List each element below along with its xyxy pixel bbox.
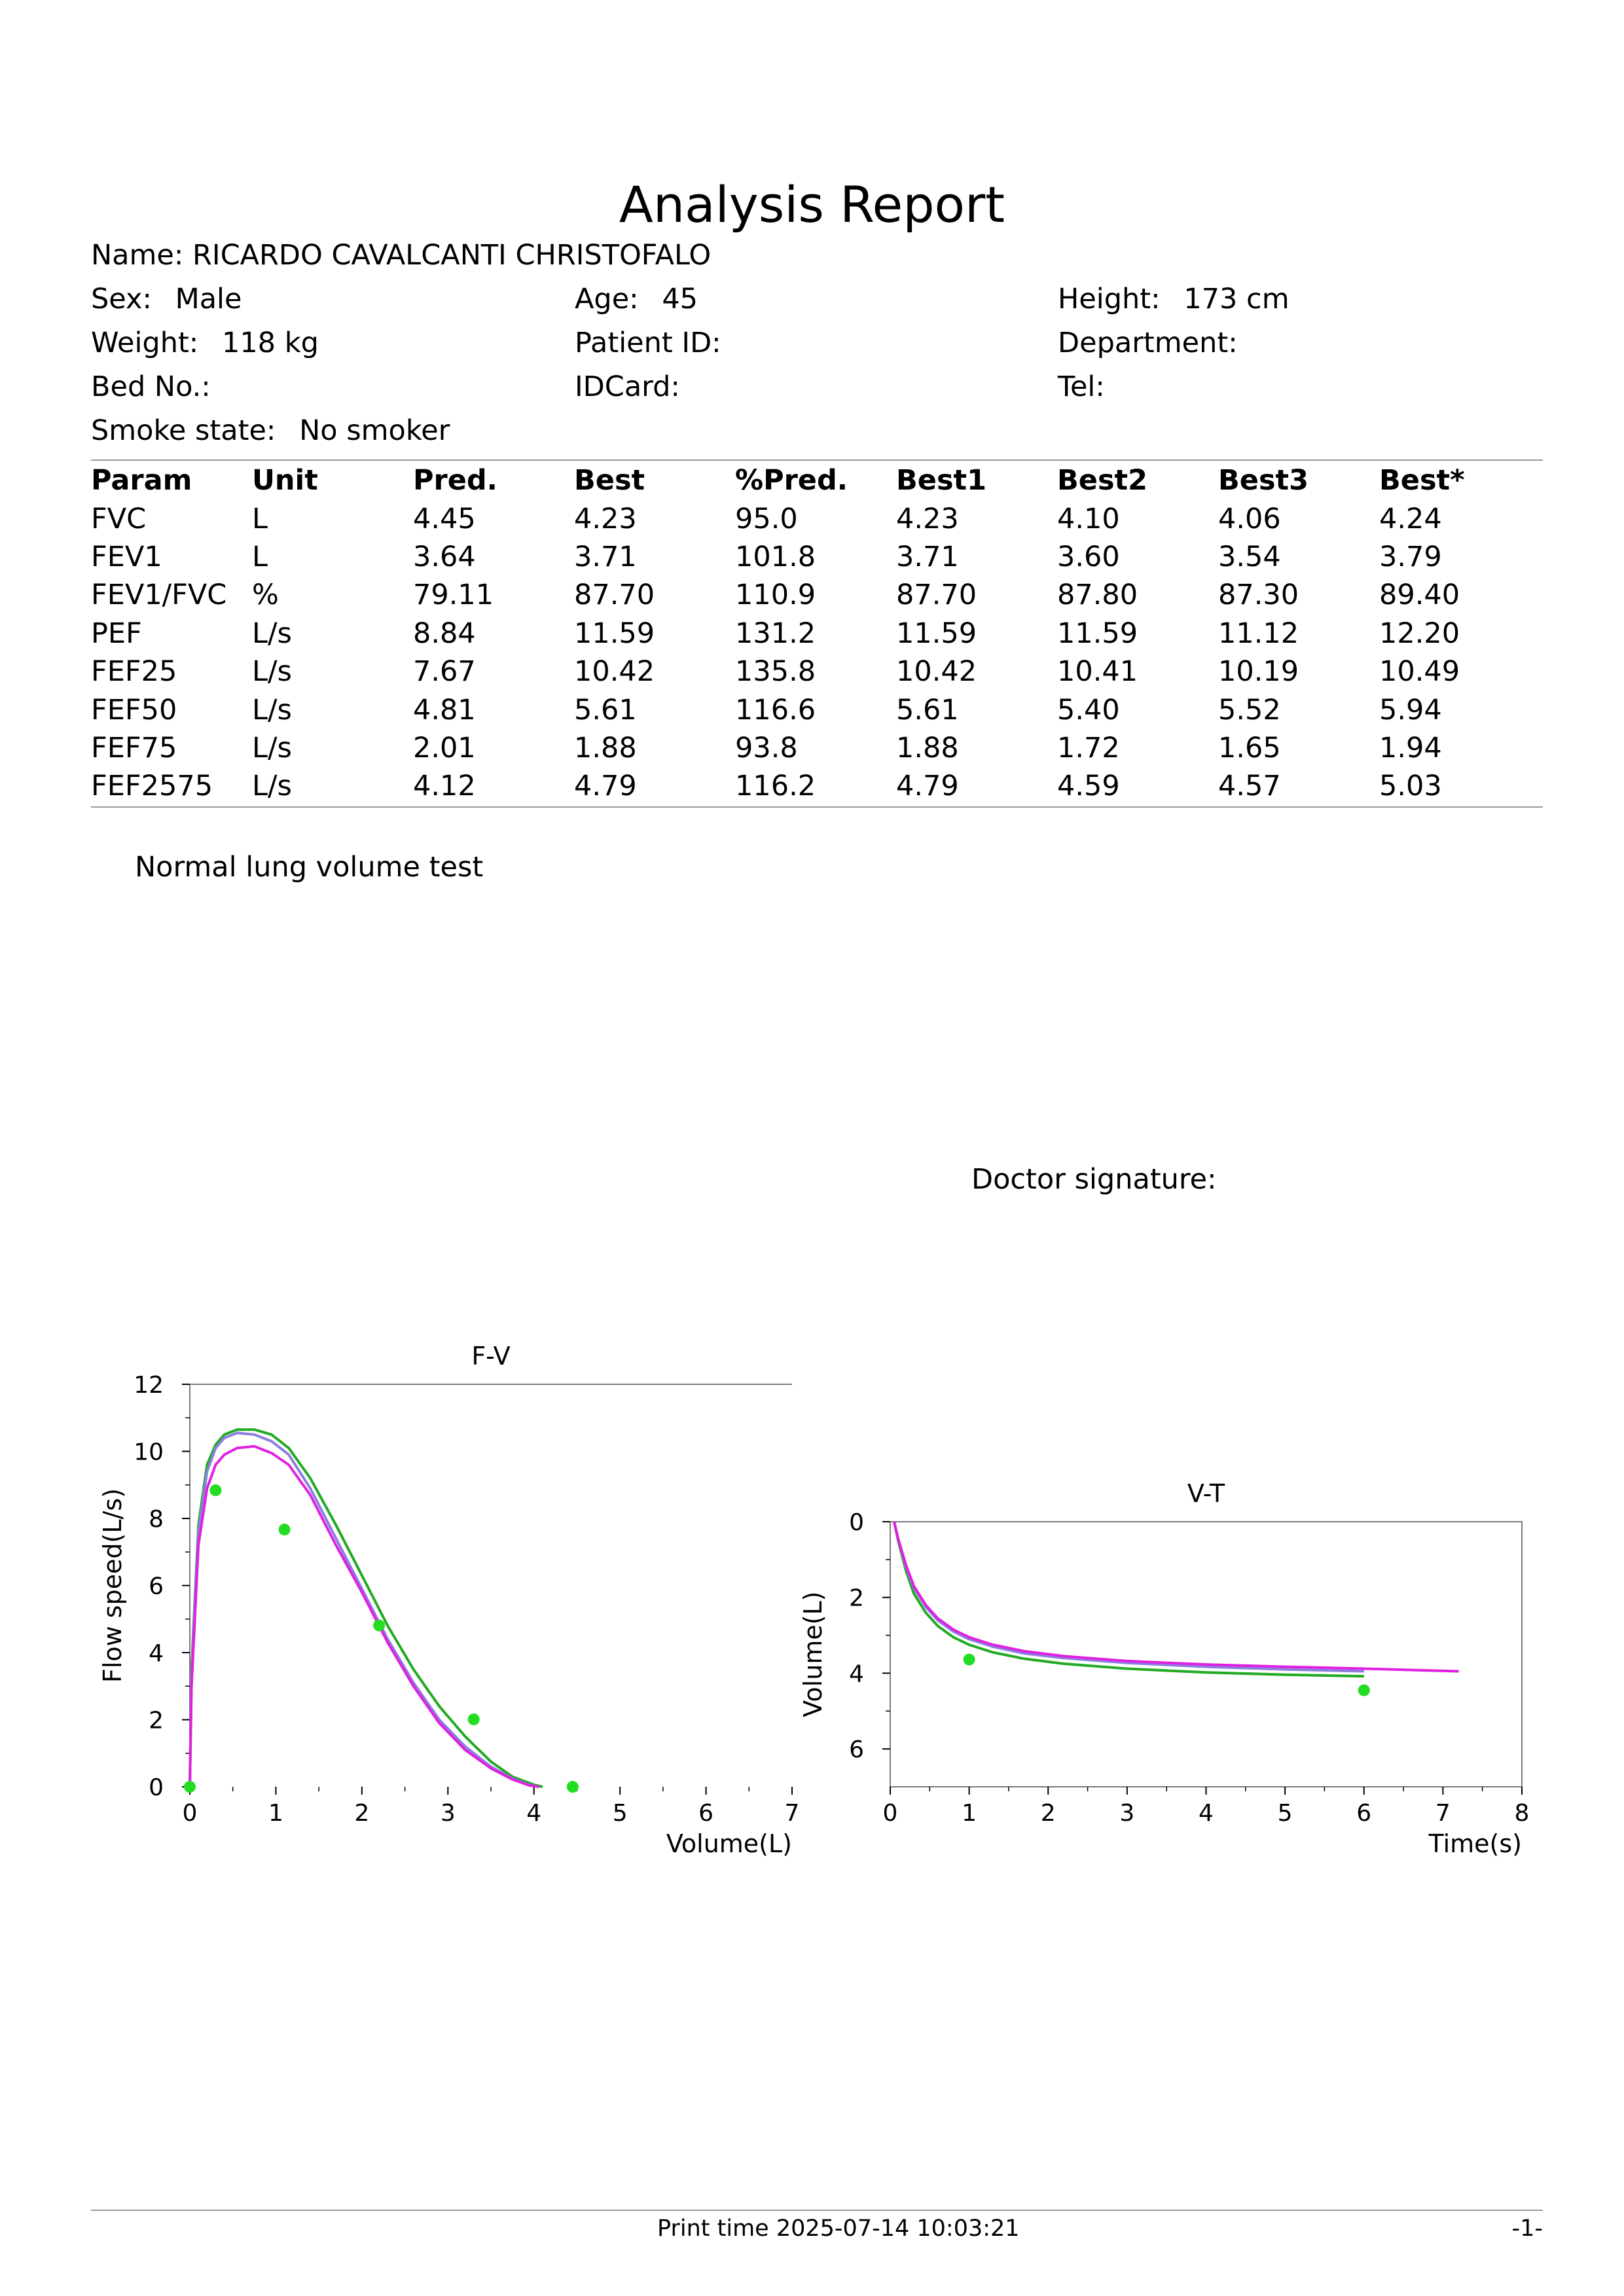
cell-best-star: 5.94: [1379, 693, 1442, 726]
sex-field: [91, 283, 242, 315]
cell-best: 4.23: [574, 502, 637, 535]
x-tick-label: 1: [268, 1800, 283, 1827]
cell-best1: 5.61: [896, 693, 959, 726]
predicted-point: [1358, 1684, 1370, 1696]
cell-pct-pred: 93.8: [735, 731, 798, 764]
cell-best: 5.61: [574, 693, 637, 726]
height-value: 173 cm: [1183, 283, 1290, 315]
report-title: Analysis Report: [619, 175, 1005, 234]
cell-param: FEF25: [91, 655, 177, 689]
cell-best-star: 12.20: [1379, 617, 1460, 650]
cell-pred: 4.45: [413, 502, 476, 535]
cell-param: PEF: [91, 617, 142, 650]
weight-label: Weight:: [91, 327, 199, 359]
sex-label: Sex:: [91, 283, 152, 315]
cell-best-star: 1.94: [1379, 731, 1442, 764]
parameter-table: [91, 461, 1540, 806]
idcard-field: [575, 370, 680, 403]
header-best2: Best2: [1057, 464, 1148, 497]
cell-best3: 87.30: [1218, 579, 1299, 612]
height-label: Height:: [1058, 283, 1161, 315]
cell-best3: 3.54: [1218, 540, 1281, 573]
conclusion-text: Normal lung volume test: [135, 851, 484, 884]
cell-best2: 5.40: [1057, 693, 1120, 726]
y-tick-label: 4: [849, 1660, 864, 1688]
weight-field: [91, 327, 319, 359]
cell-pred: 79.11: [413, 579, 494, 612]
cell-best: 1.88: [574, 731, 637, 764]
cell-best2: 1.72: [1057, 731, 1120, 764]
cell-best3: 4.57: [1218, 770, 1281, 803]
cell-pred: 8.84: [413, 617, 476, 650]
cell-pct-pred: 101.8: [735, 540, 816, 573]
y-tick-label: 8: [149, 1506, 164, 1533]
cell-best1: 1.88: [896, 731, 959, 764]
cell-best3: 1.65: [1218, 731, 1281, 764]
cell-pct-pred: 116.2: [735, 770, 816, 803]
smoke-label: Smoke state:: [91, 414, 276, 447]
cell-pred: 7.67: [413, 655, 476, 689]
sex-value: Male: [175, 283, 242, 315]
smoke-value: No smoker: [299, 414, 450, 447]
age-label: Age:: [575, 283, 639, 315]
x-axis-label: Time(s): [1428, 1829, 1522, 1858]
print-time: Print time 2025-07-14 10:03:21: [657, 2215, 1020, 2242]
cell-best2: 10.41: [1057, 655, 1138, 689]
name-label: Name:: [91, 239, 184, 272]
footer-rule: [91, 2210, 1543, 2211]
cell-pct-pred: 95.0: [735, 502, 798, 535]
cell-param: FEF50: [91, 693, 177, 726]
cell-best3: 10.19: [1218, 655, 1299, 689]
x-tick-label: 2: [1040, 1800, 1056, 1827]
x-tick-label: 3: [1119, 1800, 1135, 1827]
cell-pct-pred: 116.6: [735, 693, 816, 726]
cell-pred: 4.12: [413, 770, 476, 803]
cell-best-star: 4.24: [1379, 502, 1442, 535]
volume-time-chart: [799, 1456, 1551, 1872]
x-tick-label: 7: [784, 1800, 800, 1827]
height-field: [1058, 283, 1290, 315]
predicted-point: [209, 1484, 221, 1496]
header-pct-pred: %Pred.: [735, 464, 848, 497]
table-row: [91, 729, 1540, 767]
bed-label: Bed No.:: [91, 370, 211, 403]
table-body: [91, 499, 1540, 805]
chart-title: V-T: [1187, 1479, 1225, 1508]
cell-best2: 87.80: [1057, 579, 1138, 612]
x-tick-label: 4: [526, 1800, 542, 1827]
y-axis-label: Volume(L): [799, 1591, 827, 1717]
x-tick-label: 4: [1199, 1800, 1214, 1827]
cell-best-star: 3.79: [1379, 540, 1442, 573]
name-value: RICARDO CAVALCANTI CHRISTOFALO: [192, 239, 712, 272]
cell-pct-pred: 110.9: [735, 579, 816, 612]
header-param: Param: [91, 464, 192, 497]
cell-best2: 4.59: [1057, 770, 1120, 803]
cell-best3: 11.12: [1218, 617, 1299, 650]
table-header-row: [91, 461, 1540, 499]
plot-frame: [190, 1384, 792, 1787]
x-tick-label: 2: [354, 1800, 370, 1827]
tel-label: Tel:: [1058, 370, 1105, 403]
cell-best1: 4.23: [896, 502, 959, 535]
cell-pred: 2.01: [413, 731, 476, 764]
header-unit: Unit: [252, 464, 318, 497]
patient-id-field: [575, 327, 721, 359]
tel-field: [1058, 370, 1105, 403]
cell-param: FEF2575: [91, 770, 213, 803]
table-row: [91, 576, 1540, 614]
cell-best1: 87.70: [896, 579, 977, 612]
predicted-point: [468, 1713, 480, 1725]
cell-unit: %: [252, 579, 279, 612]
x-tick-label: 3: [440, 1800, 456, 1827]
y-tick-label: 2: [849, 1585, 864, 1612]
y-tick-label: 4: [149, 1640, 164, 1667]
table-row: [91, 691, 1540, 728]
x-tick-label: 6: [698, 1800, 714, 1827]
cell-param: FEF75: [91, 731, 177, 764]
cell-unit: L/s: [252, 731, 292, 764]
predicted-point: [279, 1524, 291, 1535]
series-line: [190, 1446, 539, 1787]
header-best1: Best1: [896, 464, 987, 497]
age-value: 45: [662, 283, 698, 315]
table-top-rule: [91, 459, 1543, 461]
y-tick-label: 0: [149, 1774, 164, 1801]
cell-pct-pred: 135.8: [735, 655, 816, 689]
page-number: -1-: [1511, 2215, 1543, 2242]
table-row: [91, 538, 1540, 576]
cell-best2: 4.10: [1057, 502, 1120, 535]
series-line: [894, 1522, 1364, 1676]
cell-best2: 3.60: [1057, 540, 1120, 573]
patient-id-label: Patient ID:: [575, 327, 721, 359]
plot-frame: [890, 1522, 1522, 1787]
cell-best1: 11.59: [896, 617, 977, 650]
cell-best1: 4.79: [896, 770, 959, 803]
cell-best-star: 89.40: [1379, 579, 1460, 612]
header-best: Best: [574, 464, 645, 497]
cell-pred: 4.81: [413, 693, 476, 726]
idcard-label: IDCard:: [575, 370, 680, 403]
cell-best-star: 10.49: [1379, 655, 1460, 689]
cell-unit: L: [252, 502, 268, 535]
doctor-signature-label: Doctor signature:: [971, 1163, 1217, 1196]
x-tick-label: 0: [882, 1800, 898, 1827]
predicted-point: [964, 1654, 975, 1666]
x-tick-label: 7: [1435, 1800, 1451, 1827]
cell-best-star: 5.03: [1379, 770, 1442, 803]
series-line: [190, 1429, 543, 1787]
cell-best2: 11.59: [1057, 617, 1138, 650]
table-row: [91, 767, 1540, 805]
name-field: [91, 239, 711, 272]
x-tick-label: 0: [182, 1800, 198, 1827]
cell-unit: L/s: [252, 693, 292, 726]
cell-param: FEV1/FVC: [91, 579, 227, 612]
y-tick-label: 6: [849, 1736, 864, 1764]
flow-volume-chart: [85, 1322, 812, 1872]
cell-param: FVC: [91, 502, 147, 535]
x-tick-label: 5: [1277, 1800, 1293, 1827]
y-tick-label: 12: [134, 1372, 164, 1399]
weight-value: 118 kg: [221, 327, 319, 359]
predicted-point: [373, 1619, 385, 1631]
header-best3: Best3: [1218, 464, 1309, 497]
cell-best1: 3.71: [896, 540, 959, 573]
y-tick-label: 6: [149, 1573, 164, 1600]
smoke-field: [91, 414, 450, 447]
x-tick-label: 6: [1356, 1800, 1372, 1827]
y-tick-label: 10: [134, 1439, 164, 1466]
cell-unit: L: [252, 540, 268, 573]
header-best-star: Best*: [1379, 464, 1465, 497]
cell-best: 87.70: [574, 579, 655, 612]
department-field: [1058, 327, 1238, 359]
table-bottom-rule: [91, 806, 1543, 808]
department-label: Department:: [1058, 327, 1238, 359]
series-line: [190, 1433, 539, 1787]
cell-unit: L/s: [252, 655, 292, 689]
predicted-point: [567, 1781, 579, 1793]
header-pred: Pred.: [413, 464, 497, 497]
table-row: [91, 615, 1540, 653]
cell-best: 4.79: [574, 770, 637, 803]
chart-title: F-V: [471, 1342, 511, 1371]
cell-best3: 5.52: [1218, 693, 1281, 726]
bed-field: [91, 370, 211, 403]
cell-best: 10.42: [574, 655, 655, 689]
y-tick-label: 0: [849, 1509, 864, 1536]
x-axis-label: Volume(L): [666, 1829, 792, 1858]
cell-unit: L/s: [252, 617, 292, 650]
cell-best3: 4.06: [1218, 502, 1281, 535]
series-line: [894, 1522, 1364, 1672]
x-tick-label: 8: [1514, 1800, 1530, 1827]
table-row: [91, 653, 1540, 691]
x-tick-label: 5: [612, 1800, 628, 1827]
cell-pct-pred: 131.2: [735, 617, 816, 650]
cell-best1: 10.42: [896, 655, 977, 689]
y-axis-label: Flow speed(L/s): [98, 1488, 127, 1683]
cell-pred: 3.64: [413, 540, 476, 573]
cell-unit: L/s: [252, 770, 292, 803]
age-field: [575, 283, 698, 315]
cell-param: FEV1: [91, 540, 162, 573]
predicted-point: [184, 1781, 196, 1793]
x-tick-label: 1: [962, 1800, 977, 1827]
cell-best: 11.59: [574, 617, 655, 650]
cell-best: 3.71: [574, 540, 637, 573]
y-tick-label: 2: [149, 1707, 164, 1734]
table-row: [91, 499, 1540, 537]
